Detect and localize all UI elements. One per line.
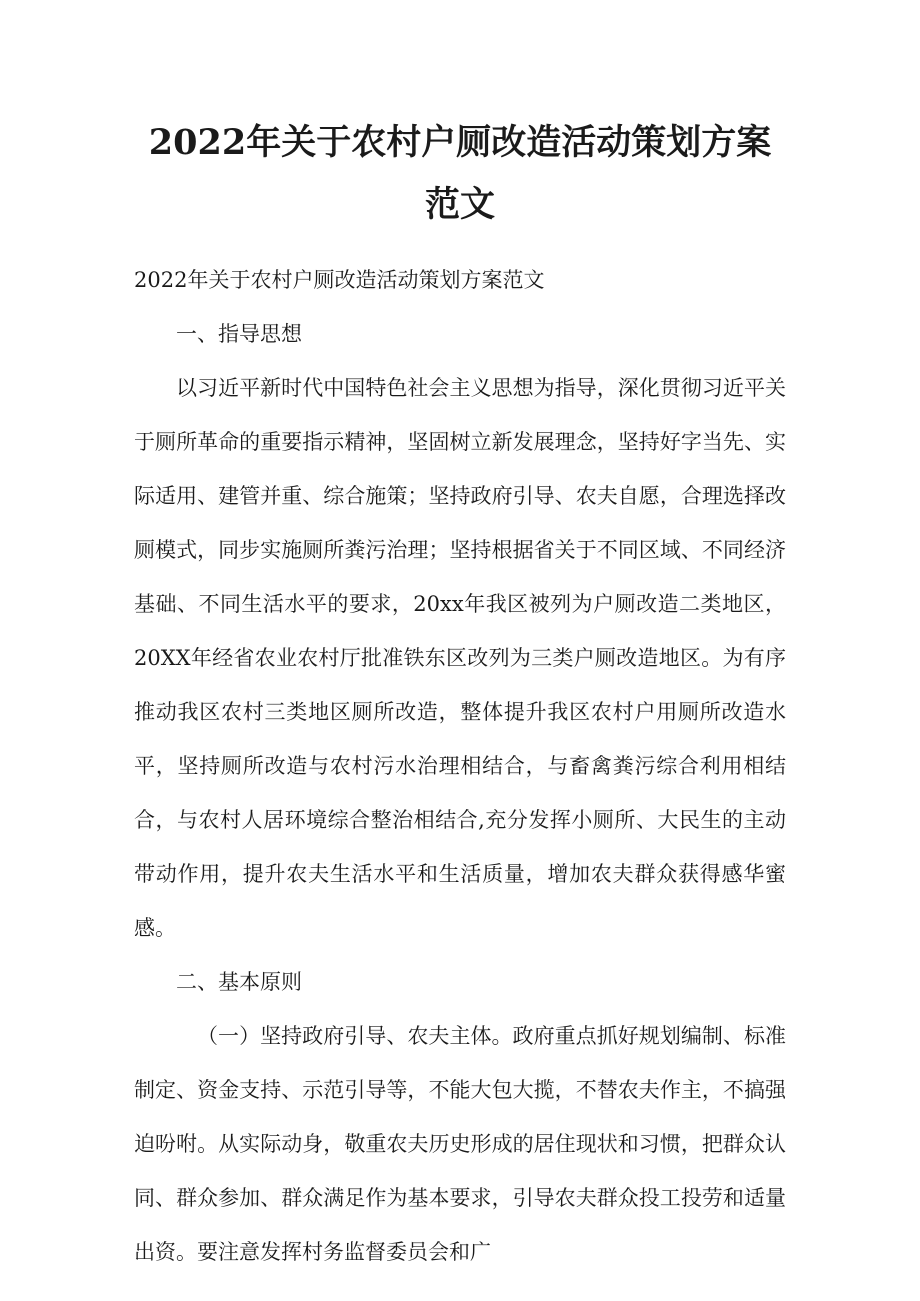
document-title: 2022年关于农村户厕改造活动策划方案范文 [148, 122, 772, 225]
paragraph-principle-1: （一）坚持政府引导、农夫主体。政府重点抓好规划编制、标准制定、资金支持、示范引导等，不能大包大揽，不替农夫作主，不搞强迫吩咐。从实际动身，敬重农夫历史形成的居住现状和习惯，把群众认同、群众参加、群众满足作为基本要求，引导农夫群众投工投劳和适量出资。要注意发挥村务监督委员会和广 [134, 1024, 786, 1264]
paragraph-guiding-ideology: 以习近平新时代中国特色社会主义思想为指导，深化贯彻习近平关于厕所革命的重要指示精神，坚固树立新发展理念，坚持好字当先、实际适用、建管并重、综合施策；坚持政府引导、农夫自愿，合理选择改厕模式，同步实施厕所粪污治理；坚持根据省关于不同区域、不同经济基础、不同生活水平的要求，20xx年我区被列为户厕改造二类地区，20XX年经省农业农村厅批准铁东区改列为三类户厕改造地区。为有序推动我区农村三类地区厕所改造，整体提升我区农村户用厕所改造水平，坚持厕所改造与农村污水治理相结合，与畜禽粪污综合利用相结合，与农村人居环境综合整治相结合,充分发挥小厕所、大民生的主动带动作用，提升农夫生活水平和生活质量，增加农夫群众获得感华蜜感。 [134, 376, 786, 940]
document-subtitle: 2022年关于农村户厕改造活动策划方案范文 [134, 268, 545, 292]
document-body [134, 253, 786, 1279]
section-heading-guiding-ideology: 一、指导思想 [176, 322, 302, 346]
section-heading-basic-principles: 二、基本原则 [176, 970, 302, 994]
